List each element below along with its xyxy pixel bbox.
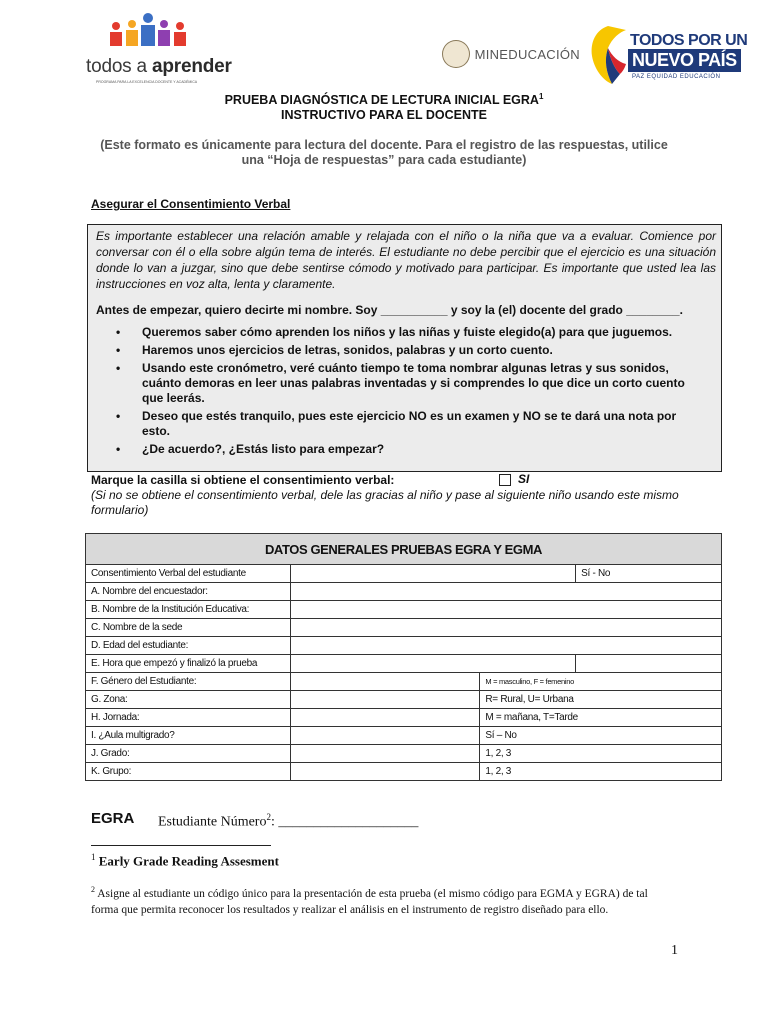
bullet-icon: • — [116, 325, 121, 339]
bullet-icon: • — [116, 343, 121, 357]
row-options[interactable]: R= Rural, U= Urbana — [480, 691, 722, 709]
row-input[interactable] — [290, 709, 479, 727]
consent-intro: Es importante establecer una relación amable y relajada con el niño o la niña que va a evaluar. Comience por conversar con él o ella sobre algún tema de interés. El estudiante no debe percibir que el ejercicio es una situación donde lo van a juzgar, sino que debe sentirse cómodo y motivado para participar. Es importante que usted lea las instrucciones en voz alta, lenta y claramente. — [96, 229, 716, 291]
row-input[interactable] — [290, 745, 479, 763]
row-input[interactable] — [290, 583, 721, 601]
ministry-name: MINEDUCACIÓN — [474, 46, 580, 62]
consent-heading: Asegurar el Consentimiento Verbal — [91, 197, 291, 211]
table-header-row — [86, 534, 722, 565]
general-data-table — [85, 533, 722, 781]
table-row — [86, 637, 722, 655]
todos-a-aprender-logo — [86, 12, 246, 82]
brand-name: todos a aprender — [86, 56, 232, 77]
consent-bullet: • Usando este cronómetro, veré cuánto tiempo te toma nombrar algunas letras y sus sonidos, cuánto demoras en leer unas palabras inventadas y si comprendes lo que dice un corto cuento que leerás. — [116, 361, 685, 405]
row-label: A. Nombre del encuestador: — [86, 583, 291, 601]
consent-option-si: SI — [518, 472, 530, 486]
row-input[interactable] — [290, 637, 721, 655]
format-note: (Este formato es únicamente para lectura del docente. Para el registro de las respuestas, utilice una “Hoja de respuestas” para cada estudiante) — [100, 138, 668, 167]
consent-note: (Si no se obtiene el consentimiento verbal, dele las gracias al niño y pase al siguiente niño usando este mismo formulario) — [91, 488, 679, 517]
row-input[interactable] — [290, 619, 721, 637]
children-figures-icon — [108, 12, 192, 52]
table-row — [86, 673, 722, 691]
consent-bullet: • Haremos unos ejercicios de letras, sonidos, palabras y un corto cuento. — [116, 343, 553, 357]
row-options[interactable]: 1, 2, 3 — [480, 763, 722, 781]
row-label: F. Género del Estudiante: — [86, 673, 291, 691]
row-label: K. Grupo: — [86, 763, 291, 781]
table-row — [86, 583, 722, 601]
row-options[interactable]: M = masculino, F = femenino — [480, 673, 722, 691]
consent-bullet: • ¿De acuerdo?, ¿Estás listo para empezar? — [116, 442, 385, 456]
row-label: H. Jornada: — [86, 709, 291, 727]
row-label: G. Zona: — [86, 691, 291, 709]
table-row — [86, 727, 722, 745]
row-label: J. Grado: — [86, 745, 291, 763]
consent-bullet: • Deseo que estés tranquilo, pues este ejercicio NO es un examen y NO se te dará una nota por esto. — [116, 409, 677, 438]
table-row — [86, 763, 722, 781]
start-time-input[interactable] — [290, 655, 575, 673]
bullet-icon: • — [116, 361, 121, 375]
page-number: 1 — [671, 943, 678, 958]
row-input[interactable] — [290, 565, 575, 583]
row-label: C. Nombre de la sede — [86, 619, 291, 637]
consent-script-box — [87, 224, 722, 472]
row-label: I. ¿Aula multigrado? — [86, 727, 291, 745]
student-number-field[interactable]: Estudiante Número$^2$: ____________________ — [158, 812, 419, 830]
slogan-line3: PAZ EQUIDAD EDUCACIÓN — [632, 74, 721, 80]
consent-checkbox[interactable] — [499, 474, 511, 486]
coat-of-arms-icon — [442, 40, 470, 68]
colombia-map-icon — [586, 24, 630, 86]
table-row — [86, 709, 722, 727]
mineducacion-logo — [442, 36, 580, 72]
row-input[interactable] — [290, 601, 721, 619]
row-label: D. Edad del estudiante: — [86, 637, 291, 655]
teacher-greeting: Antes de empezar, quiero decirte mi nombre. Soy __________ y soy la (el) docente del grado ________. — [96, 303, 683, 317]
consent-bullets — [94, 325, 704, 460]
footnote-divider — [91, 845, 271, 846]
consent-bullet: • Queremos saber cómo aprenden los niños y las niñas y fuiste elegido(a) para que juguemos. — [116, 325, 673, 339]
table-row — [86, 745, 722, 763]
consent-mark-label: Marque la casilla si obtiene el consentimiento verbal: — [91, 473, 395, 487]
footnote-1: $^1$ Early Grade Reading Assesment — [91, 852, 279, 869]
table-row — [86, 601, 722, 619]
bullet-icon: • — [116, 442, 121, 456]
table-title: DATOS GENERALES PRUEBAS EGRA Y EGMA — [86, 534, 722, 565]
row-input[interactable] — [290, 673, 479, 691]
row-options[interactable]: Sí – No — [480, 727, 722, 745]
row-options[interactable]: M = mañana, T=Tarde — [480, 709, 722, 727]
end-time-input[interactable] — [576, 655, 722, 673]
row-label: Consentimiento Verbal del estudiante — [86, 565, 291, 583]
document-subtitle: INSTRUCTIVO PARA EL DOCENTE — [280, 108, 488, 122]
brand-tagline: PROGRAMA PARA LA EXCELENCIA DOCENTE Y ACADÉMICA — [96, 80, 198, 84]
row-label: E. Hora que empezó y finalizó la prueba — [86, 655, 291, 673]
table-row — [86, 565, 722, 583]
slogan-line1: TODOS POR UN — [630, 32, 748, 49]
table-row — [86, 655, 722, 673]
table-row — [86, 691, 722, 709]
row-label: B. Nombre de la Institución Educativa: — [86, 601, 291, 619]
row-input[interactable] — [290, 727, 479, 745]
row-input[interactable] — [290, 691, 479, 709]
row-options[interactable]: Sí - No — [576, 565, 722, 583]
footnote-2: $^2$ Asigne al estudiante un código único para la presentación de esta prueba (el mismo código para EGMA y EGRA) de tal forma que permita reconocer los resultados y realizar el análisis en el instrumento de registro diseñado para ello. — [91, 885, 648, 916]
todos-por-un-nuevo-pais-logo — [586, 24, 748, 86]
document-title: PRUEBA DIAGNÓSTICA DE LECTURA INICIAL EGRA$^1$ — [224, 92, 544, 108]
table-row — [86, 619, 722, 637]
bullet-icon: • — [116, 409, 121, 423]
row-input[interactable] — [290, 763, 479, 781]
egra-label: EGRA — [91, 810, 135, 827]
slogan-line2: NUEVO PAÍS — [628, 49, 741, 72]
row-options[interactable]: 1, 2, 3 — [480, 745, 722, 763]
